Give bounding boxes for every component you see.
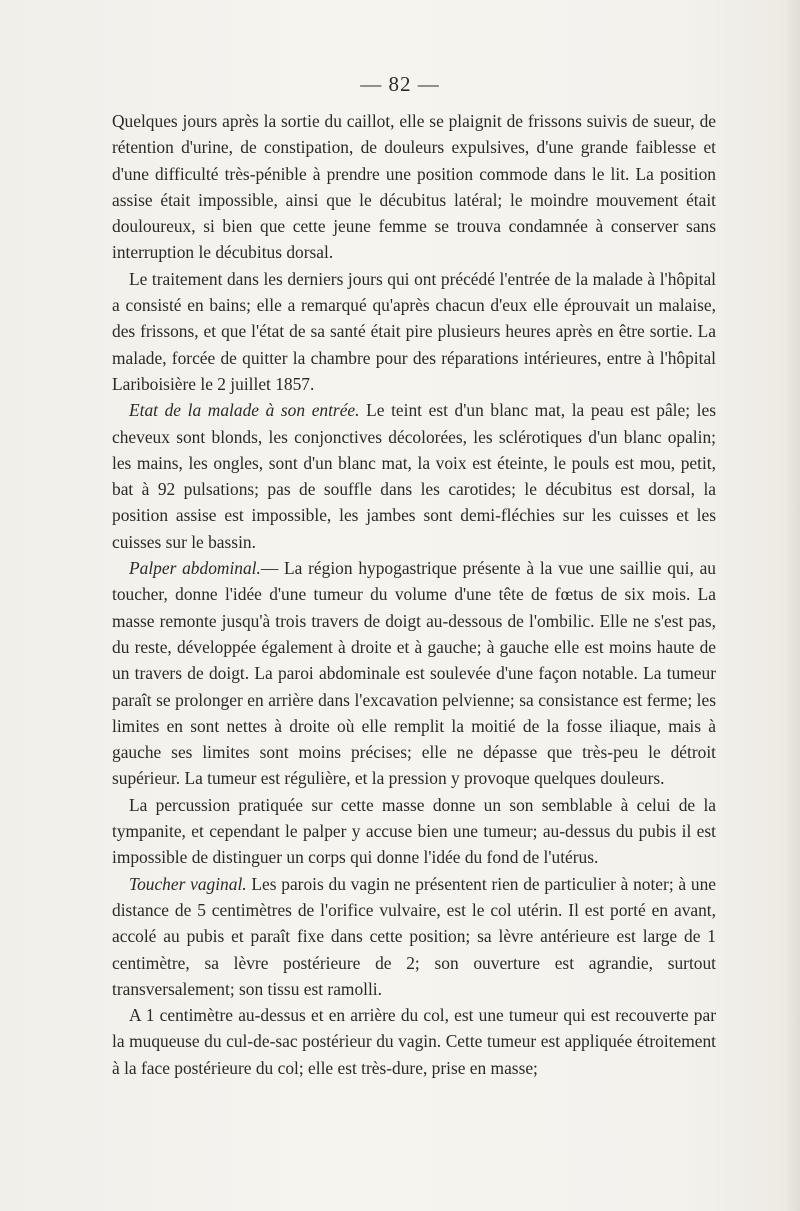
section-heading-toucher: Toucher vaginal. [129,873,247,894]
paragraph-text: Quelques jours après la sortie du caillot, elle se plaignit de frissons suivis de sueur, de rétention d'urine, de constipation, de douleurs expulsives, d'une grande faiblesse et d'une difficulté très-pénible à prendre une position commode dans le lit. La position assise était impossible, ainsi que le décubitus latéral; le moindre mouvement était douloureux, si bien que cette jeune femme se trouva condamnée à conserver sans interruption le décubitus dorsal. [112,111,716,263]
paragraph-text: A 1 centimètre au-dessus et en arrière du col, est une tumeur qui est recouverte par la muqueuse du cul-de-sac postérieur du vagin. Cette tumeur est appliquée étroitement à la face postérieure du col; elle est très-dure, prise en masse; [112,1005,716,1078]
paragraph-2 [112,266,716,397]
paragraph-4 [112,555,716,792]
paragraph-3 [112,397,716,555]
paragraph-text: Le traitement dans les derniers jours qui ont précédé l'entrée de la malade à l'hôpital a consisté en bains; elle a remarqué qu'après chacun d'eux elle éprouvait un malaise, des frissons, et que l'état de sa santé était pire plusieurs heures après en être sortie. La malade, forcée de quitter la chambre pour des réparations intérieures, entre à l'hôpital Lariboisière le 2 juillet 1857. [112,268,716,394]
page-edge-shadow [784,0,800,1211]
paragraph-text: La percussion pratiquée sur cette masse donne un son semblable à celui de la tympanite, et cependant le palper y accuse bien une tumeur; au-dessus du pubis il est impossible de distinguer un corps qui donne l'idée du fond de l'utérus. [112,794,716,868]
body-text [112,108,716,1081]
paragraph-7 [112,1002,716,1081]
page-number: — 82 — [360,72,440,96]
section-heading-etat: Etat de la malade à son entrée. [129,400,360,421]
paragraph-6 [112,871,716,1002]
paragraph-1 [112,108,716,266]
paragraph-text: — La région hypogastrique présente à la vue une saillie qui, au toucher, donne l'idée d'une tumeur du volume d'une tête de fœtus de six mois. La masse remonte jusqu'à trois travers de doigt au-dessous de l'ombilic. Elle ne s'est pas, du reste, développée également à droite et à gauche; à gauche elle est moins haute de un travers de doigt. La paroi abdominale est soulevée d'une façon notable. La tumeur paraît se prolonger en arrière dans l'excavation pelvienne; sa consistance est ferme; les limites en sont nettes à droite où elle remplit la moitié de la fosse iliaque, mais à gauche ses limites sont moins précises; elle ne dépasse que très-peu le détroit supérieur. La tumeur est régulière, et la pression y provoque quelques douleurs. [112,558,716,789]
paragraph-text: Le teint est d'un blanc mat, la peau est pâle; les cheveux sont blonds, les conjonctives décolorées, les sclérotiques d'un blanc opalin; les mains, les ongles, sont d'un blanc mat, la voix est éteinte, le pouls est mou, petit, bat à 92 pulsations; pas de souffle dans les carotides; le décubitus est dorsal, la position assise est impossible, les jambes sont demi-fléchies sur les cuisses et les cuisses sur le bassin. [112,400,717,552]
paragraph-text: Les parois du vagin ne présentent rien de particulier à noter; à une distance de 5 centimètres de l'orifice vulvaire, est le col utérin. Il est porté en avant, accolé au pubis et paraît fixe dans cette position; sa lèvre antérieure est large de 1 centimètre, sa lèvre postérieure de 2; son ouverture est agrandie, surtout transversalement; son tissu est ramolli. [112,873,716,999]
paragraph-5 [112,792,716,871]
section-heading-palper: Palper abdominal. [129,558,261,579]
